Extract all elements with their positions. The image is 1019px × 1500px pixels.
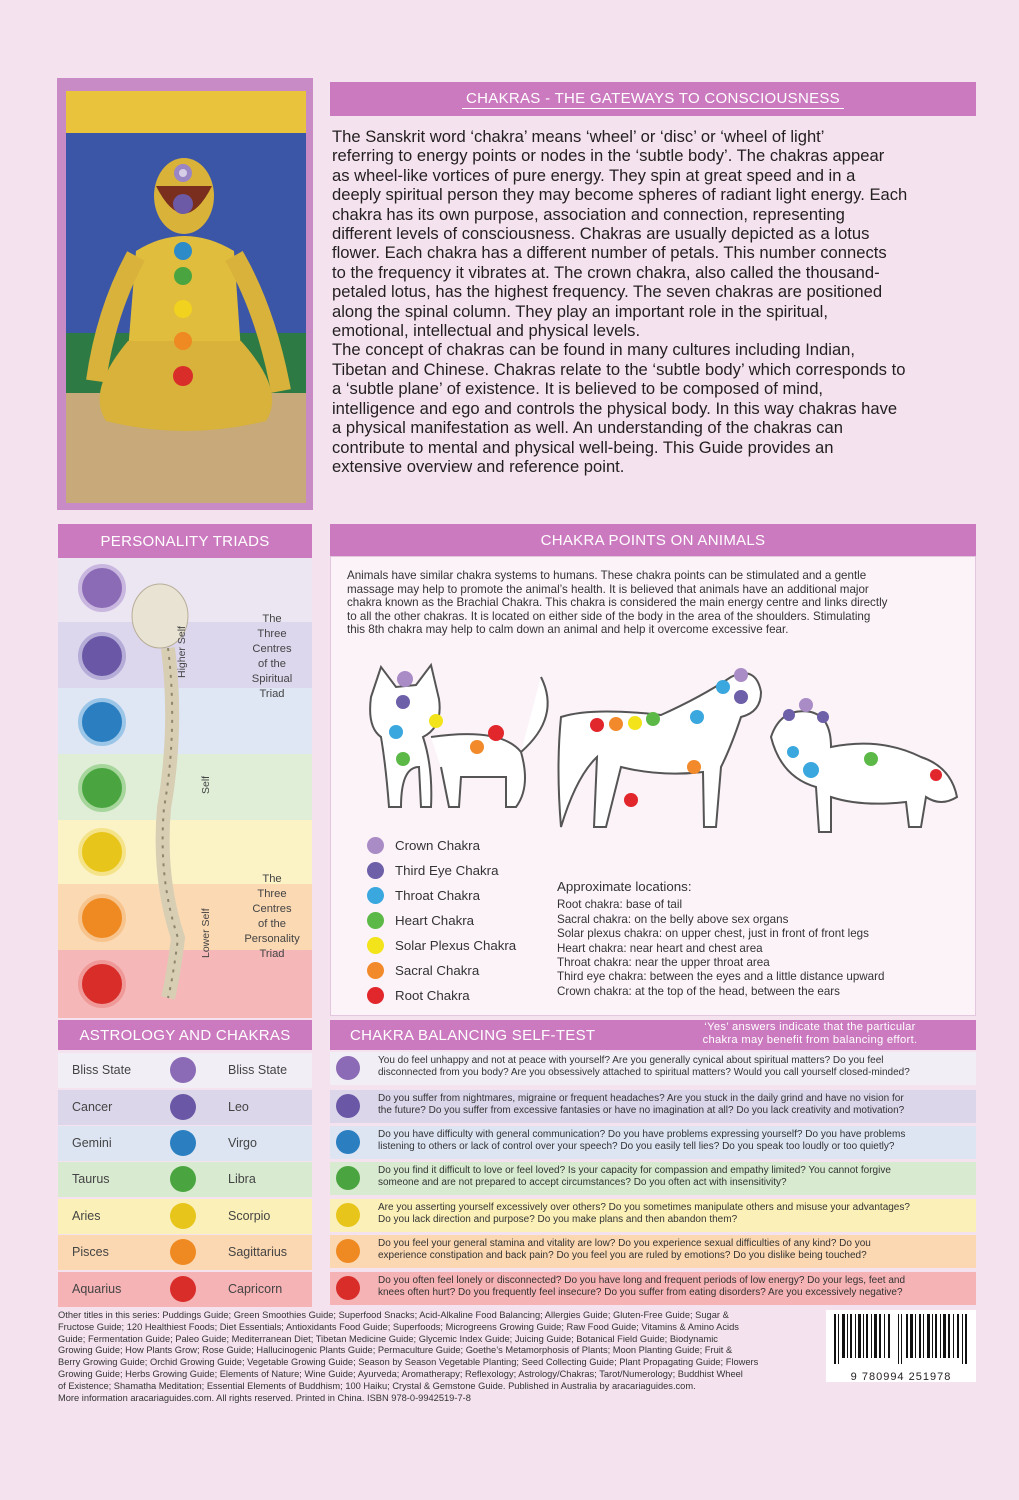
astrology-left: Aquarius bbox=[72, 1282, 122, 1296]
legend-label: Third Eye Chakra bbox=[395, 863, 499, 878]
legend-dot bbox=[367, 912, 384, 929]
selftest-question bbox=[378, 1165, 970, 1189]
legend-throat bbox=[367, 887, 480, 904]
selftest-line: the future? Do you suffer from excessive fantasies or have no imagination at all? Do you lack creativity and motivation? bbox=[378, 1104, 905, 1116]
selftest-row bbox=[330, 1090, 976, 1123]
selftest-line: Do you suffer from nightmares, migraine or frequent headaches? Are you stuck in the daily grind and have no vision for bbox=[378, 1093, 904, 1104]
selftest-line: Do you feel your general stamina and vitality are low? Do you experience sexual difficulties of any kind? Do you bbox=[378, 1238, 871, 1249]
intro-line: a ‘subtle plane’ of existence. It is believed to be composed of mind, bbox=[332, 379, 824, 399]
footer-line: More information aracariaguides.com. All rights reserved. Printed in China. ISBN 978-0-9942519-7-8 bbox=[58, 1392, 471, 1403]
intro-line: chakra has its own purpose, association and connection, representing bbox=[332, 204, 845, 224]
spiritual-triad-line: of the bbox=[258, 658, 286, 670]
animals-text-line: chakra known as the Brachial Chakra. This chakra is considered the main energy centre and links directly bbox=[347, 596, 888, 610]
selftest-line: Do you often feel lonely or disconnected? Do you have long and frequent periods of low energy? Do your legs, feet and bbox=[378, 1275, 906, 1286]
astrology-left: Taurus bbox=[72, 1172, 110, 1186]
selftest-line: someone and are not prepared to accept circumstances? Do you often act with insensitivity? bbox=[378, 1176, 787, 1188]
lower-self-label: Lower Self bbox=[200, 908, 212, 958]
animals-panel bbox=[330, 556, 976, 1016]
intro-line: Tibetan and Chinese. Chakras relate to the ‘subtle body’ which corresponds to bbox=[332, 359, 906, 379]
intro-line: The Sanskrit word ‘chakra’ means ‘wheel’ or ‘disc’ or ‘wheel of light’ bbox=[332, 127, 825, 146]
legend-dot bbox=[367, 887, 384, 904]
astrology-left: Bliss State bbox=[72, 1063, 132, 1077]
footer-line: Growing Guide; How Plants Grow; Rose Guide; Hallucinogenic Plants Guide; Permaculture Guide; Goethe’s Metamorphosis of Plants; Moon Planting Guide; Fruit & bbox=[58, 1345, 733, 1356]
intro-line: deeply spiritual person they may become spheres of radiant light energy. Each bbox=[332, 185, 908, 205]
selftest-question bbox=[378, 1275, 970, 1299]
selftest-line: Do you lack direction and purpose? Do you make plans and then abandon them? bbox=[378, 1213, 738, 1225]
selftest-header bbox=[330, 1020, 976, 1050]
intro-line: a physical manifestation as well. An understanding of the chakras can bbox=[332, 418, 844, 438]
selftest-note-line: ‘Yes’ answers indicate that the particular bbox=[704, 1021, 916, 1033]
intro-header-title: CHAKRAS - THE GATEWAYS TO CONSCIOUSNESS bbox=[462, 90, 844, 109]
intro-line: along the spinal column. They play an important role in the spiritual, bbox=[332, 301, 828, 321]
intro-header bbox=[330, 82, 976, 116]
legend-dot bbox=[367, 987, 384, 1004]
dog-illustration bbox=[771, 711, 957, 832]
root-chakra-icon bbox=[170, 1276, 196, 1302]
root-chakra-icon bbox=[336, 1276, 360, 1300]
legend-label: Heart Chakra bbox=[395, 913, 475, 928]
legend-root bbox=[367, 987, 470, 1004]
barcode-number: 9 780994 251978 bbox=[850, 1371, 952, 1383]
intro-line: The concept of chakras can be found in many cultures including Indian, bbox=[332, 340, 856, 360]
selftest-line: Do you have difficulty with general communication? Do you have problems expressing yourself? Do you have problems bbox=[378, 1129, 906, 1140]
astrology-left: Pisces bbox=[72, 1245, 109, 1259]
location-line: Crown chakra: at the top of the head, between the ears bbox=[557, 984, 840, 998]
location-line: Third eye chakra: between the eyes and a little distance upward bbox=[557, 970, 885, 984]
higher-self-label: Higher Self bbox=[176, 626, 188, 678]
crown-chakra-icon bbox=[336, 1056, 360, 1080]
intro-line: to the frequency it vibrates at. The crown chakra, also called the thousand- bbox=[332, 262, 880, 282]
chakra-painting bbox=[66, 91, 306, 503]
astrology-right: Bliss State bbox=[228, 1063, 288, 1077]
spiritual-triad-line: The bbox=[262, 613, 282, 625]
selftest-row bbox=[330, 1272, 976, 1305]
selftest-note-line: chakra may benefit from balancing effort. bbox=[702, 1034, 918, 1046]
legend-heart bbox=[367, 912, 474, 929]
crown-chakra-icon bbox=[170, 1057, 196, 1083]
location-line: Root chakra: base of tail bbox=[557, 898, 683, 912]
intro-line: flower. Each chakra has a different number of petals. This number connects bbox=[332, 243, 887, 263]
selftest-question bbox=[378, 1129, 970, 1153]
heart-chakra-icon bbox=[78, 764, 126, 812]
selftest-line: Do you find it difficult to love or feel loved? Is your capacity for compassion and empathy limited? You cannot forgive bbox=[378, 1165, 891, 1176]
heart-chakra-icon bbox=[170, 1166, 196, 1192]
triads-header bbox=[58, 524, 312, 558]
self-label: Self bbox=[200, 775, 212, 794]
selftest-row bbox=[330, 1162, 976, 1195]
selftest-line: You do feel unhappy and not at peace with yourself? Are you generally cynical about spiritual matters? Do you feel bbox=[378, 1055, 884, 1066]
third-eye-chakra-icon bbox=[170, 1094, 196, 1120]
selftest-row bbox=[330, 1052, 976, 1085]
legend-label: Solar Plexus Chakra bbox=[395, 938, 517, 953]
astrology-row bbox=[58, 1162, 312, 1197]
intro-line: different levels of consciousness. Chakras are usually depicted as a lotus bbox=[332, 224, 870, 244]
legend-dot bbox=[367, 862, 384, 879]
spiritual-triad-line: Triad bbox=[259, 688, 285, 700]
personality-triad-line: of the bbox=[258, 918, 286, 930]
intro-line: intelligence and ego and controls the physical body. In this way chakras have bbox=[332, 398, 898, 418]
selftest-line: Are you asserting yourself excessively over others? Do you sometimes manipulate others and misuse your advantages? bbox=[378, 1202, 910, 1213]
selftest-question bbox=[378, 1202, 970, 1226]
animals-text-line: this 8th chakra may help to calm down an animal and help it overcome excessive fear. bbox=[347, 623, 789, 637]
solar-plexus-chakra-icon bbox=[336, 1203, 360, 1227]
location-line: Throat chakra: near the upper throat area bbox=[557, 956, 770, 970]
personality-triad-line: Personality bbox=[244, 933, 300, 945]
legend-label: Throat Chakra bbox=[395, 888, 480, 903]
horse-illustration bbox=[559, 673, 762, 827]
astrology-right: Capricorn bbox=[228, 1282, 283, 1296]
astrology-header bbox=[58, 1020, 312, 1050]
astrology-row bbox=[58, 1090, 312, 1125]
third-eye-chakra-icon bbox=[78, 632, 126, 680]
sacral-chakra-icon bbox=[78, 894, 126, 942]
selftest-note bbox=[660, 1021, 960, 1047]
personality-triad-label bbox=[238, 872, 306, 962]
selftest-line: experience constipation and back pain? Do you feel you are ruled by emotions? Do you dislike being touched? bbox=[378, 1249, 867, 1261]
astrology-left: Aries bbox=[72, 1209, 101, 1223]
animals-header-title: CHAKRA POINTS ON ANIMALS bbox=[540, 531, 766, 549]
selftest-row bbox=[330, 1199, 976, 1232]
animals-text-line: to all the other chakras. It is located on either side of the body in the area of the shoulders. Stimulating bbox=[347, 609, 871, 623]
legend-dot bbox=[367, 837, 384, 854]
selftest-row bbox=[330, 1126, 976, 1159]
intro-line: as wheel-like vortices of pure energy. They spin at great speed and in a bbox=[332, 165, 856, 185]
personality-triad-line: The bbox=[262, 873, 282, 885]
legend-sacral bbox=[367, 962, 479, 979]
intro-text bbox=[332, 127, 982, 476]
location-line: Sacral chakra: on the belly above sex organs bbox=[557, 912, 789, 926]
throat-chakra-icon bbox=[336, 1130, 360, 1154]
astrology-right: Virgo bbox=[228, 1136, 257, 1150]
locations-title: Approximate locations: bbox=[557, 879, 692, 894]
solar-plexus-chakra-icon bbox=[170, 1203, 196, 1229]
astrology-row bbox=[58, 1235, 312, 1270]
legend-dot bbox=[367, 962, 384, 979]
spiritual-triad-label bbox=[244, 612, 300, 702]
solar-plexus-chakra-icon bbox=[78, 828, 126, 876]
animals-description bbox=[347, 569, 967, 637]
intro-line: petaled lotus, has the highest frequency. The seven chakras are positioned bbox=[332, 282, 883, 302]
animals-header bbox=[330, 524, 976, 556]
intro-line: emotional, intellectual and physical levels. bbox=[332, 321, 641, 341]
chakra-figure-illustration bbox=[66, 91, 306, 503]
footer-line: Berry Growing Guide; Orchid Growing Guide; Vegetable Growing Guide; Season by Season Vegetable Planting; Seed Collecting Guide; Plant Propagating Guide; Flowers bbox=[58, 1357, 759, 1368]
astrology-left: Cancer bbox=[72, 1100, 113, 1114]
footer-line: Growing Guide; Herbs Growing Guide; Elements of Nature; Wine Guide; Ayurveda; Aromatherapy; Reflexology; Astrology/Chakras; Tarot/Numerology; Buddhist Wheel bbox=[58, 1368, 743, 1379]
legend-dot bbox=[367, 937, 384, 954]
footer-line: Guide; Fermentation Guide; Paleo Guide; Mediterranean Diet; Tibetan Medicine Guide; Glycemic Index Guide; Juicing Guide; Botanical Field Guide; Biodynamic bbox=[58, 1333, 718, 1344]
third-eye-chakra-icon bbox=[336, 1094, 360, 1118]
selftest-header-title: CHAKRA BALANCING SELF-TEST bbox=[350, 1026, 596, 1044]
intro-line: referring to energy points or nodes in the ‘subtle body’. The chakras appear bbox=[332, 146, 885, 166]
footer-line: Other titles in this series: Puddings Guide; Green Smoothies Guide; Superfood Snacks; Acid-Alkaline Food Balancing; Allergies Guide; Gluten-Free Guide; Sugar & bbox=[58, 1310, 729, 1320]
location-line: Solar plexus chakra: on upper chest, just in front of front legs bbox=[557, 927, 869, 941]
heart-chakra-icon bbox=[336, 1166, 360, 1190]
astrology-right: Scorpio bbox=[228, 1209, 271, 1223]
spiritual-triad-line: Spiritual bbox=[251, 673, 293, 685]
selftest-line: listening to others or lack of control over your speech? Do you easily tell lies? Do you speak too loudly or too quietly? bbox=[378, 1140, 895, 1152]
footer-line: of Existence; Shamatha Meditation; Essential Elements of Buddhism; 100 Haiku; Crystal & Gemstone Guide. Published in Australia by aracariaguides.com. bbox=[58, 1380, 696, 1391]
animals-text-line: massage may help to promote the animal’s health. It is believed that animals have an additional major bbox=[347, 582, 869, 596]
personality-triad-line: Triad bbox=[259, 948, 285, 960]
spiritual-triad-line: Three bbox=[257, 628, 287, 640]
selftest-row bbox=[330, 1235, 976, 1268]
barcode-bars bbox=[826, 1310, 976, 1366]
sacral-chakra-icon bbox=[336, 1239, 360, 1263]
astrology-right: Leo bbox=[228, 1100, 249, 1114]
selftest-line: disconnected from you body? Are you obsessively attached to spiritual matters? Would you call yourself closed-minded? bbox=[378, 1066, 910, 1078]
footer-text bbox=[58, 1310, 822, 1404]
spiritual-triad-line: Centres bbox=[252, 643, 292, 655]
personality-triad-line: Three bbox=[257, 888, 287, 900]
legend-label: Root Chakra bbox=[395, 988, 470, 1003]
throat-chakra-icon bbox=[78, 698, 126, 746]
astrology-header-title: ASTROLOGY AND CHAKRAS bbox=[79, 1026, 291, 1044]
sacral-chakra-icon bbox=[170, 1239, 196, 1265]
skeleton-illustration bbox=[128, 578, 208, 1008]
footer-line: Fructose Guide; 120 Healthiest Foods; Diet Essentials; Antioxidants Food Guide; Superfoods; Microgreens Growing Guide; Raw Food Guide; Vitamins & Amino Acids bbox=[58, 1321, 739, 1332]
legend-label: Sacral Chakra bbox=[395, 963, 480, 978]
intro-line: extensive overview and reference point. bbox=[332, 456, 625, 476]
personality-triads-panel bbox=[58, 558, 312, 1018]
astrology-right: Sagittarius bbox=[228, 1245, 288, 1259]
triads-header-title: PERSONALITY TRIADS bbox=[100, 532, 270, 550]
selftest-question bbox=[378, 1055, 970, 1079]
animals-text-line: Animals have similar chakra systems to humans. These chakra points can be stimulated and a gentle bbox=[347, 569, 867, 582]
legend-solar-plexus bbox=[367, 937, 516, 954]
selftest-question bbox=[378, 1093, 970, 1117]
astrology-left: Gemini bbox=[72, 1136, 112, 1150]
throat-chakra-icon bbox=[170, 1130, 196, 1156]
personality-triad-line: Centres bbox=[252, 903, 292, 915]
location-line: Heart chakra: near heart and chest area bbox=[557, 941, 763, 955]
selftest-question bbox=[378, 1238, 970, 1262]
astrology-row bbox=[58, 1053, 312, 1088]
legend-third-eye bbox=[367, 862, 498, 879]
legend-label: Crown Chakra bbox=[395, 838, 480, 853]
animals-illustration bbox=[361, 657, 961, 857]
selftest-line: knees often hurt? Do you frequently feel insecure? Do you suffer from eating disorders? Are you excessively negative? bbox=[378, 1286, 903, 1298]
astrology-right: Libra bbox=[228, 1172, 256, 1186]
intro-line: contribute to mental and physical well-being. This Guide provides an bbox=[332, 437, 834, 457]
astrology-row bbox=[58, 1272, 312, 1307]
barcode bbox=[826, 1310, 976, 1382]
root-chakra-icon bbox=[78, 960, 126, 1008]
astrology-row bbox=[58, 1126, 312, 1161]
astrology-row bbox=[58, 1199, 312, 1234]
legend-crown bbox=[367, 837, 480, 854]
approx-locations bbox=[557, 880, 884, 999]
crown-chakra-icon bbox=[78, 564, 126, 612]
